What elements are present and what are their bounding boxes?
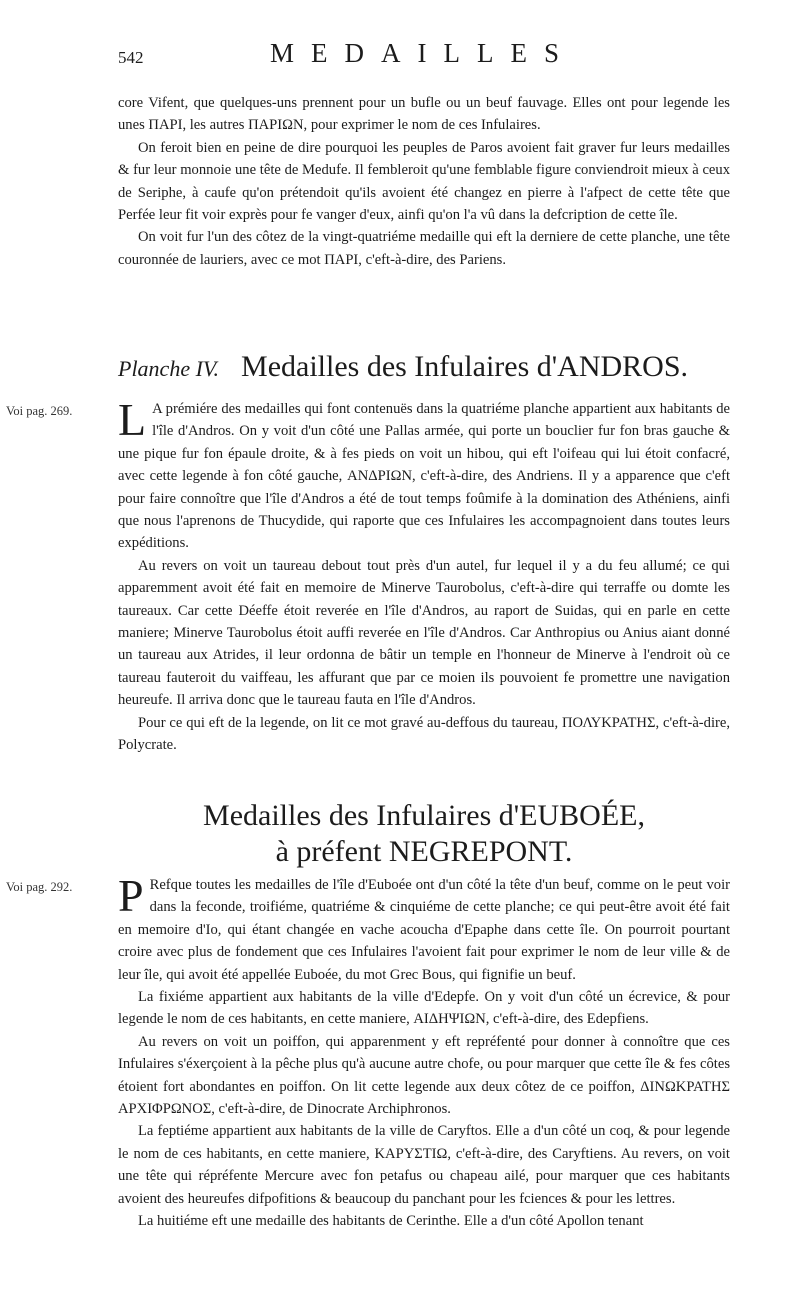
paragraph [118,394,730,555]
paragraph [118,870,730,986]
margin-note: Voi pag. 269. [6,404,73,418]
paragraph: Au revers on voit un taureau debout tout près d'un autel, fur lequel il y a du feu allumé; ce qui apparemment avoit été fait en memoire de Minerve Taurobolus, c'eft-à-dire qui terraffe ou domte les taureaux. Car cette Déeffe étoit reverée en l'île d'Andros, au raport de Suidas, qui en parle en cette maniere; Minerve Taurobolus étoit auffi reverée en l'île d'Andros. Car Anthropius ou Anius aiant donné un taureau aux Atrides, il leur ordonna de bâtir un temple en l'honneur de Minerve à l'endroit où ce taureau fauteroit du vaiffeau, les affurant que par ce moien ils pouvoient fe promettre une navigation heureufe. Il arriva donc que le taureau fauta en l'île d'Andros. [118,557,730,709]
text-block-andros [118,394,730,757]
plate-heading [118,350,730,384]
paragraph-text: Refque toutes les medailles de l'île d'Euboée ont d'un côté la tête d'un beuf, comme on le peut voir dans la feconde, troifiéme, quatriéme & cinquiéme de cette planche; ce qui peut-être avoit été fait en memoire d'Io, qui étant changée en vache acoucha d'Epaphe dans cette île. On pourroit pourtant croire avec plus de fondement que ces Infulaires l'avoient fait pour exprimer le nom de leur ville & de leur île, qui avoit été appellée Euboée, du mot Grec Bous, qui fignifie un beuf. [118,877,730,983]
text-block-paros [118,92,730,271]
section-title-line: à préfent NEGREPONT. [275,835,573,868]
paragraph: Au revers on voit un poiffon, qui apparenment y eft repréfenté pour donner à connoître que ces Infulaires s'éxerçoient à la pêche plus qu'à aucune autre chofe, ou pour marquer que cette île & fes côtes étoient fort abondantes en poiffon. On lit cette legende aux deux côtez de ce poiffon, ΔΙΝΩΚΡΑΤΗΣ ΑΡΧΙΦΡΩΝΟΣ, c'eft-à-dire, de Dinocrate Archiphronos. [118,1033,730,1118]
text-block-euboea [118,870,730,1233]
page-header [100,36,760,96]
paragraph-text: A prémiére des medailles qui font contenuës dans la quatriéme planche appartient aux habitants de l'île d'Andros. On y voit d'un côté une Pallas armée, qui porte un bouclier fur fon bras gauche & une pique fur fon épaule droite, & à fes pieds on voit un hibou, qui eft l'oifeau qui lui étoit confacré, avec cette legende à fon côté gauche, ΑΝΔΡΙΩΝ, c'eft-à-dire, des Andriens. Il y a apparence que c'eft pour faire connoître que l'île d'Andros a été de tout temps foûmife à la domination des Athéniens, ainfi que nous l'aprenons de Thucydide, qui raporte que ces Infulaires les accompagnoient dans toutes leurs expéditions. [118,401,730,552]
page-number: 542 [118,48,144,67]
section-title [118,798,730,870]
section-title-line: Medailles des Infulaires d'EUBOÉE, [203,799,645,832]
paragraph: core Vifent, que quelques-uns prennent pour un bufle ou un beuf fauvage. Elles ont pour legende les unes ΠΑΡΙ, les autres ΠΑΡΙΩΝ, pour exprimer le nom de ces Infulaires. [118,95,730,134]
paragraph: La fixiéme appartient aux habitants de la ville d'Edepfe. On y voit d'un côté un écrevice, & pour legende le nom de ces habitants, en cette maniere, ΑΙΔΗΨΙΩΝ, c'eft-à-dire, des Edepfiens. [118,989,730,1028]
drop-cap: L [118,394,147,445]
paragraph: La huitiéme eft une medaille des habitants de Cerinthe. Elle a d'un côté Apollon tenant [138,1213,644,1230]
running-head: MEDAILLES [270,38,576,68]
margin-note: Voi pag. 292. [6,880,73,894]
plate-title: Medailles des Infulaires d'ANDROS. [241,350,689,383]
paragraph: La feptiéme appartient aux habitants de la ville de Caryftos. Elle a d'un côté un coq, & pour legende le nom de ces habitants, en cette maniere, ΚΑΡΥΣΤΙΩ, c'eft-à-dire, des Caryftiens. Au revers, on voit une tête qui répréfente Mercure avec fon petafus ou chapeau ailé, pour marquer que ces habitants avoient des heureufes difpofitions & beaucoup du panchant pour les fciences & pour les lettres. [118,1123,730,1207]
paragraph: On voit fur l'un des côtez de la vingt-quatriéme medaille qui eft la derniere de cette planche, une tête couronnée de lauriers, avec ce mot ΠΑΡΙ, c'eft-à-dire, des Pariens. [118,229,730,268]
paragraph: On feroit bien en peine de dire pourquoi les peuples de Paros avoient fait graver fur leurs medailles & fur leur monnoie une tête de Medufe. Il fembleroit qu'une femblable figure conviendroit mieux à ceux de Seriphe, à caufe qu'on prétendoit qu'ils avoient été changez en pierre à l'afpect de cette tête que Perfée leur fit voir exprès pour fe vanger d'eux, ainfi qu'on l'a vû dans la defcription de cette île. [118,139,730,224]
drop-cap: P [118,870,144,921]
paragraph: Pour ce qui eft de la legende, on lit ce mot gravé au-deffous du taureau, ΠΟΛΥΚΡΑΤΗΣ, c'eft-à-dire, Polycrate. [118,714,730,754]
plate-label: Planche IV. [118,356,220,381]
